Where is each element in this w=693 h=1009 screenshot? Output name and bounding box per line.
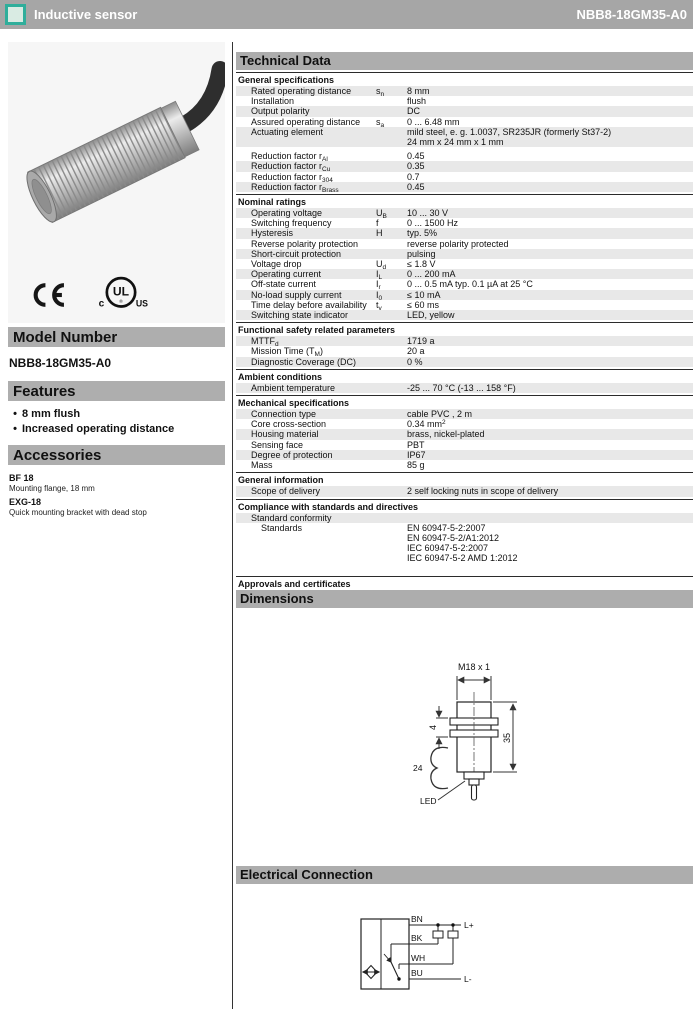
spec-label: Short-circuit protection: [251, 248, 342, 259]
spec-row: [236, 259, 693, 272]
spec-value: 2 self locking nuts in scope of delivery: [407, 486, 559, 497]
spec-row: [236, 336, 693, 349]
spec-section-title: General information: [236, 472, 693, 486]
sidebar: [8, 42, 225, 518]
spec-symbol: H: [376, 228, 383, 239]
spec-label: Reduction factor $r_{Al}$: [251, 151, 328, 164]
spec-row: [236, 127, 693, 147]
switch-symbol-icon: [384, 944, 399, 979]
spec-row: [236, 117, 693, 127]
spec-value: 85 g: [407, 460, 425, 471]
sensor-box: [361, 919, 409, 989]
spec-value: 0.7: [407, 171, 420, 182]
dimensions-drawing: [236, 608, 693, 866]
spec-label: Connection type: [251, 409, 317, 420]
accessories-list: [8, 465, 225, 518]
spec-row: [236, 228, 693, 238]
spec-row: [236, 269, 693, 282]
cable-tail: [472, 785, 477, 800]
spec-value: 0.34 $mm^2$: [407, 419, 446, 430]
spec-value: LED, yellow: [407, 310, 455, 321]
spec-row: [236, 208, 693, 221]
spec-label: Switching frequency: [251, 218, 332, 229]
spec-row: [236, 383, 693, 393]
technical-data-table: [236, 70, 693, 590]
spec-symbol: $s_n$: [376, 86, 385, 98]
spec-label: Sensing face: [251, 439, 304, 450]
terminal-label-positive: L+: [464, 920, 474, 930]
spec-label: Reverse polarity protection: [251, 238, 359, 249]
spec-label: Switching state indicator: [251, 310, 349, 321]
spec-value: IP67: [407, 449, 426, 460]
wire-label-bk: BK: [411, 933, 423, 943]
ul-circle-text: UL: [112, 284, 130, 299]
spec-value: 0 ... 1500 Hz: [407, 218, 459, 229]
spec-label: Degree of protection: [251, 449, 333, 460]
spec-row: [236, 429, 693, 439]
spec-row: [236, 513, 693, 523]
spec-row: [236, 86, 693, 96]
spec-label: Reduction factor $r_{Brass}$: [251, 181, 339, 194]
bullet-icon: •: [13, 408, 17, 420]
spec-value: 10 ... 30 V: [407, 208, 449, 219]
spec-row: [236, 249, 693, 259]
spec-row: [236, 523, 693, 564]
spec-row: [236, 290, 693, 300]
spec-row: [236, 239, 693, 249]
model-number-heading: Model Number: [8, 327, 225, 347]
nut-height-label: 4: [428, 724, 438, 730]
page-header: [0, 0, 693, 29]
wrench-icon: [431, 747, 448, 788]
features-heading: Features: [8, 381, 225, 401]
led-label: LED: [420, 796, 437, 806]
culus-mark-icon: [92, 274, 150, 316]
spec-value: 0.35: [407, 161, 425, 172]
spec-label: Ambient temperature: [251, 382, 336, 393]
spec-section-title: Ambient conditions: [236, 369, 693, 383]
spec-symbol: $U_B$: [376, 208, 387, 221]
feature-text: Increased operating distance: [22, 423, 175, 435]
wire-label-bu: BU: [411, 968, 423, 978]
spec-value: -25 ... 70 °C (-13 ... 158 °F): [407, 382, 516, 393]
technical-data-heading: Technical Data: [236, 52, 693, 70]
spec-row: [236, 279, 693, 292]
ul-registered-mark: ®: [119, 300, 123, 306]
spec-section-title: Nominal ratings: [236, 194, 693, 208]
spec-symbol: $I_0$: [376, 289, 383, 302]
ce-mark-icon: [30, 281, 66, 309]
spec-value: flush: [407, 96, 427, 107]
spec-value: ≤ 1.8 V: [407, 259, 436, 270]
spec-value: DC: [407, 106, 420, 117]
spec-row: [236, 486, 693, 496]
spec-row: [236, 300, 693, 310]
thread-size-label: M18 x 1: [457, 662, 491, 672]
ul-c-text: c: [98, 298, 105, 310]
spec-value: PBT: [407, 439, 425, 450]
feature-item: [8, 407, 225, 422]
spec-value: 8 mm: [407, 86, 430, 96]
spec-value: ≤ 60 ms: [407, 299, 439, 310]
terminal-label-negative: L-: [464, 974, 472, 984]
product-image: [8, 42, 225, 252]
spec-label: Mission Time $(T_M)$: [251, 346, 323, 359]
spec-value: 0 ... 6.48 mm: [407, 116, 460, 127]
accessory-code: BF 18: [9, 473, 34, 483]
spec-label: Operating voltage: [251, 208, 323, 219]
spec-label: Reduction factor $r_{304}$: [251, 171, 333, 184]
spec-value-line: IEC 60947-5-2:2007: [407, 543, 489, 554]
main-content: [232, 42, 693, 1009]
wiring-diagram: [351, 904, 526, 999]
spec-value: brass, nickel-plated: [407, 429, 485, 440]
spec-label: Standards: [261, 522, 303, 533]
spec-value: [407, 127, 693, 147]
accessory-code: EXG-18: [9, 497, 42, 507]
spec-label: No-load supply current: [251, 289, 342, 300]
spec-value-line: EN 60947-5-2:2007: [407, 522, 486, 533]
feature-item: [8, 422, 225, 437]
product-photo: [8, 42, 225, 267]
spec-label: Mass: [251, 460, 273, 471]
spec-symbol: $U_d$: [376, 259, 387, 272]
wire-label-bn: BN: [411, 914, 423, 924]
ul-us-text: US: [135, 298, 148, 309]
spec-value: 1719 a: [407, 336, 435, 347]
spec-label: Hysteresis: [251, 228, 294, 239]
spec-label: $MTTF_d$: [251, 336, 279, 349]
spec-symbol: f: [376, 218, 379, 229]
spec-row: [236, 161, 693, 174]
spec-row: [236, 96, 693, 106]
spec-row: [236, 419, 693, 429]
spec-label: Reduction factor $r_{Cu}$: [251, 161, 331, 174]
spec-row: [236, 310, 693, 320]
spec-value-line: IEC 60947-5-2 AMD 1:2012: [407, 553, 518, 564]
body-length-label: 35: [502, 732, 512, 743]
spec-label: Time delay before availability: [251, 299, 367, 310]
product-code: NBB8-18GM35-A0: [576, 7, 687, 22]
spec-value: 0.45: [407, 181, 425, 192]
spec-label: Scope of delivery: [251, 486, 321, 497]
brand-logo-icon: [5, 4, 26, 25]
spec-symbol: $s_a$: [376, 116, 385, 129]
accessories-heading: Accessories: [8, 445, 225, 465]
spec-label: Rated operating distance: [251, 86, 352, 96]
spec-value: 0 ... 200 mA: [407, 269, 456, 280]
accessory-description: Quick mounting bracket with dead stop: [9, 508, 147, 517]
spec-value-line: mild steel, e. g. 1.0037, SR235JR (formerly St37-2): [407, 126, 612, 137]
spec-row: [236, 172, 693, 182]
bullet-icon: •: [13, 423, 17, 435]
certification-marks: [8, 267, 225, 323]
spec-row: [236, 151, 693, 164]
model-number-value: NBB8-18GM35-A0: [9, 356, 112, 370]
spec-label: Output polarity: [251, 106, 310, 117]
spec-label: Voltage drop: [251, 259, 302, 270]
dimension-diagram: [386, 656, 596, 818]
spec-value: 0 %: [407, 356, 423, 367]
spec-row: [236, 357, 693, 367]
spec-section-title: Compliance with standards and directives: [236, 499, 693, 513]
spec-value: typ. 5%: [407, 228, 438, 239]
spec-value: pulsing: [407, 248, 436, 259]
wrench-size-label: 24: [413, 763, 423, 773]
load-resistor-2: [448, 931, 458, 938]
inductive-sensor-symbol-icon: [363, 966, 379, 979]
spec-section-title: Mechanical specifications: [236, 395, 693, 409]
spec-row: [236, 440, 693, 450]
dimensions-heading: Dimensions: [236, 590, 693, 608]
spec-value-line: 24 mm x 24 mm x 1 mm: [407, 137, 504, 148]
spec-value: cable PVC , 2 m: [407, 409, 473, 420]
spec-label: Off-state current: [251, 279, 316, 290]
spec-section-title: Approvals and certificates: [236, 576, 693, 590]
spec-row: [236, 182, 693, 192]
spec-label: Standard conformity: [251, 512, 332, 523]
spec-label: Actuating element: [251, 126, 324, 137]
spec-label: Operating current: [251, 269, 322, 280]
spec-section-title: Functional safety related parameters: [236, 322, 693, 336]
page-title: Inductive sensor: [34, 7, 138, 22]
spec-label: Core cross-section: [251, 419, 327, 430]
accessory-description: Mounting flange, 18 mm: [9, 484, 95, 493]
spec-row: [236, 460, 693, 470]
spec-section-title: General specifications: [236, 72, 693, 86]
spec-row: [236, 346, 693, 359]
spec-symbol: $I_L$: [376, 269, 383, 282]
spec-value: 0.45: [407, 151, 425, 162]
spec-value-line: EN 60947-5-2/A1:2012: [407, 532, 500, 543]
electrical-connection-heading: Electrical Connection: [236, 866, 693, 884]
spec-row: [236, 106, 693, 116]
features-list: [8, 401, 225, 445]
feature-text: 8 mm flush: [22, 408, 81, 420]
spec-value: 0 ... 0.5 mA typ. 0.1 µA at 25 °C: [407, 279, 533, 290]
wire-label-wh: WH: [411, 953, 426, 963]
spec-row: [236, 409, 693, 419]
spec-row: [236, 450, 693, 460]
spec-label: Installation: [251, 96, 295, 107]
spec-value: 20 a: [407, 346, 425, 357]
spec-symbol: $I_r$: [376, 279, 381, 292]
spec-label: Assured operating distance: [251, 116, 361, 127]
spec-value: [407, 523, 693, 564]
spec-value: reverse polarity protected: [407, 238, 509, 249]
load-resistor-1: [433, 931, 443, 938]
spec-value: ≤ 10 mA: [407, 289, 441, 300]
spec-label: Housing material: [251, 429, 319, 440]
spec-symbol: $t_v$: [376, 299, 382, 312]
spec-row: [236, 218, 693, 228]
spec-label: Diagnostic Coverage (DC): [251, 356, 357, 367]
